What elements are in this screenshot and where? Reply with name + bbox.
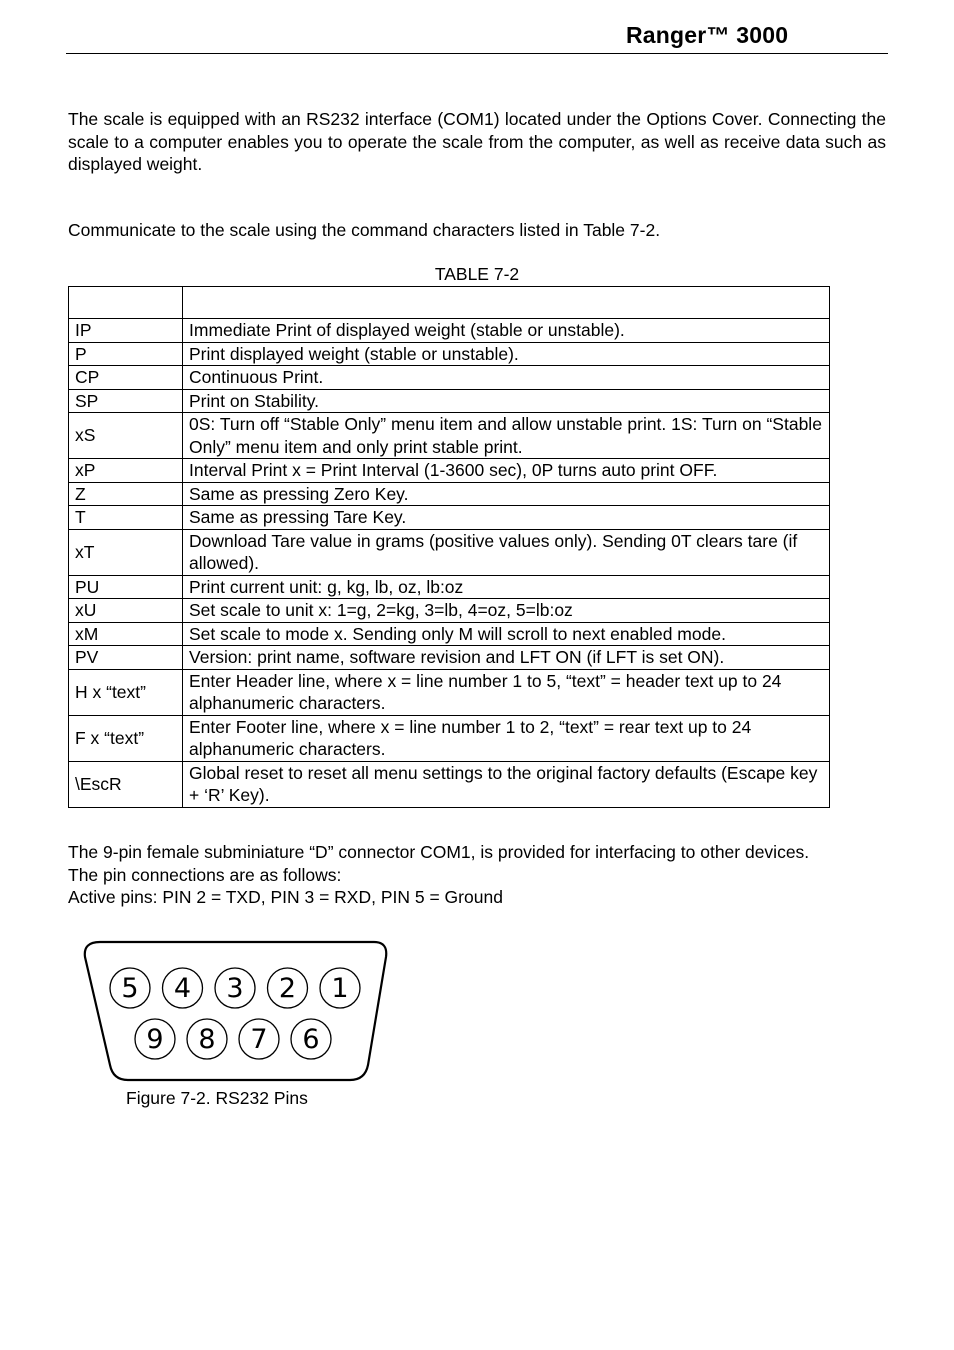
description-cell: Print displayed weight (stable or unstable).	[183, 342, 830, 366]
pin-number-label: 1	[331, 973, 349, 1004]
table-row	[69, 482, 830, 506]
pin-paragraph-line: The 9-pin female subminiature “D” connector COM1, is provided for interfacing to other devices.	[68, 842, 810, 862]
table-row	[69, 599, 830, 623]
table-row	[69, 506, 830, 530]
description-cell: Print on Stability.	[183, 389, 830, 413]
command-cell: xM	[69, 622, 183, 646]
description-cell: Set scale to unit x: 1=g, 2=kg, 3=lb, 4=oz, 5=lb:oz	[183, 599, 830, 623]
command-cell: CP	[69, 366, 183, 390]
table-row	[69, 459, 830, 483]
intro-paragraph: The scale is equipped with an RS232 interface (COM1) located under the Options Cover. Connecting the scale to a computer enables you to operate the scale from the computer, as well as receive data such as displayed weight.	[68, 109, 886, 174]
command-cell: P	[69, 342, 183, 366]
command-cell: PV	[69, 646, 183, 670]
description-cell: Version: print name, software revision and LFT ON (if LFT is set ON).	[183, 646, 830, 670]
description-cell: Continuous Print.	[183, 366, 830, 390]
command-cell: PU	[69, 575, 183, 599]
description-cell: Global reset to reset all menu settings to the original factory defaults (Escape key + ‘R’ Key).	[183, 761, 830, 807]
table-header-row	[69, 287, 830, 319]
table-row	[69, 622, 830, 646]
command-cell: xU	[69, 599, 183, 623]
page-header-title: Ranger™ 3000	[626, 22, 789, 48]
description-cell: Same as pressing Zero Key.	[183, 482, 830, 506]
description-cell: Print current unit: g, kg, lb, oz, lb:oz	[183, 575, 830, 599]
command-cell: H x “text”	[69, 669, 183, 715]
command-cell: xT	[69, 529, 183, 575]
pin-number-label: 6	[302, 1024, 320, 1055]
pin-number-label: 2	[278, 973, 297, 1004]
table-row	[69, 319, 830, 343]
table-row	[69, 761, 830, 807]
pin-number-label: 3	[226, 973, 244, 1004]
pin-paragraph	[68, 841, 886, 909]
description-cell: Download Tare value in grams (positive values only). Sending 0T clears tare (if allowed).	[183, 529, 830, 575]
pin-number-label: 7	[250, 1024, 268, 1055]
rs232-connector-diagram	[82, 939, 390, 1085]
command-cell: T	[69, 506, 183, 530]
command-cell: xS	[69, 413, 183, 459]
description-cell: Set scale to mode x. Sending only M will scroll to next enabled mode.	[183, 622, 830, 646]
table-row	[69, 413, 830, 459]
table-caption: TABLE 7-2	[434, 264, 520, 284]
pin-number-label: 5	[121, 973, 139, 1004]
command-cell: Z	[69, 482, 183, 506]
description-cell: Enter Header line, where x = line number 1 to 5, “text” = header text up to 24 alphanumeric characters.	[183, 669, 830, 715]
pin-number-label: 8	[198, 1024, 216, 1055]
pin-number-label: 9	[146, 1024, 164, 1055]
table-header-cell	[183, 287, 830, 319]
header-divider	[66, 53, 888, 54]
command-cell: SP	[69, 389, 183, 413]
pin-paragraph-line: The pin connections are as follows:	[68, 864, 342, 885]
connector-outline	[85, 942, 386, 1080]
table-row	[69, 715, 830, 761]
command-table	[68, 286, 830, 808]
table-row	[69, 366, 830, 390]
commands-paragraph: Communicate to the scale using the command characters listed in Table 7-2.	[68, 220, 661, 240]
table-row	[69, 529, 830, 575]
description-cell: 0S: Turn off “Stable Only” menu item and allow unstable print. 1S: Turn on “Stable Only” menu item and only print stable print.	[183, 413, 830, 459]
table-row	[69, 575, 830, 599]
command-cell: F x “text”	[69, 715, 183, 761]
pin-number-label: 4	[173, 973, 192, 1004]
table-row	[69, 389, 830, 413]
command-cell: IP	[69, 319, 183, 343]
figure-caption: Figure 7-2. RS232 Pins	[126, 1088, 308, 1108]
command-cell: xP	[69, 459, 183, 483]
table-header-cell	[69, 287, 183, 319]
table-row	[69, 342, 830, 366]
description-cell: Enter Footer line, where x = line number 1 to 2, “text” = rear text up to 24 alphanumeric characters.	[183, 715, 830, 761]
description-cell: Same as pressing Tare Key.	[183, 506, 830, 530]
command-cell: \EscR	[69, 761, 183, 807]
description-cell: Interval Print x = Print Interval (1-3600 sec), 0P turns auto print OFF.	[183, 459, 830, 483]
pin-paragraph-line: Active pins: PIN 2 = TXD, PIN 3 = RXD, PIN 5 = Ground	[68, 887, 503, 907]
table-row	[69, 669, 830, 715]
description-cell: Immediate Print of displayed weight (stable or unstable).	[183, 319, 830, 343]
table-row	[69, 646, 830, 670]
